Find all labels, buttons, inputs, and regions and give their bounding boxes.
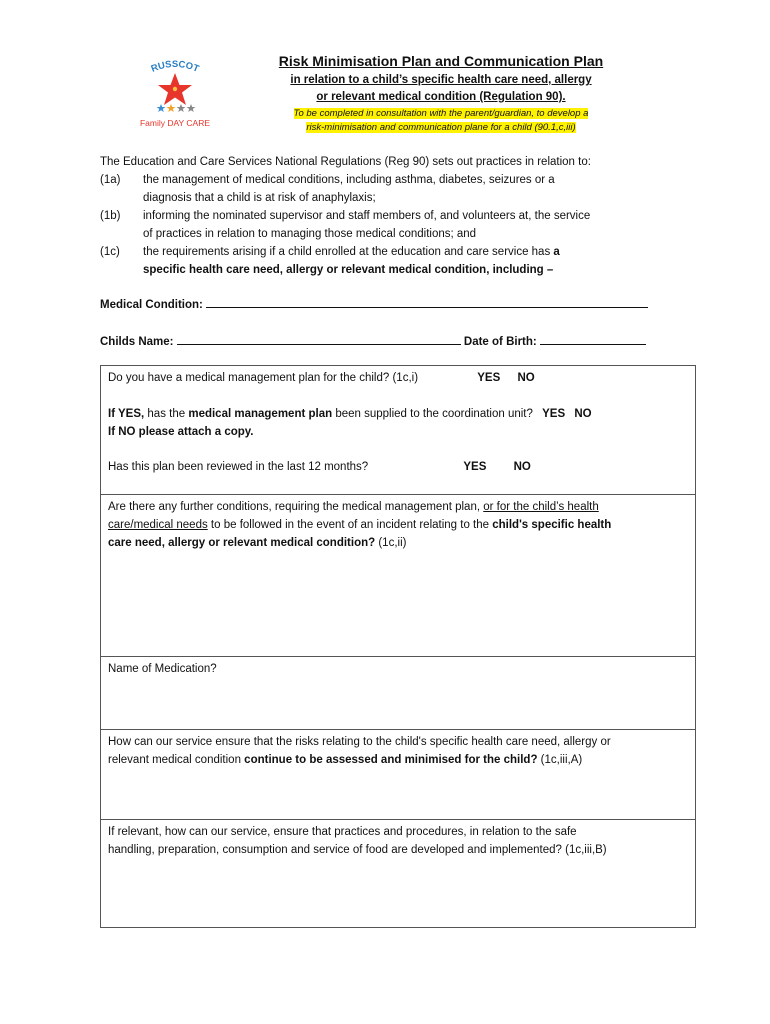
medication-cell[interactable] [101,657,696,730]
page-subtitle-line1: in relation to a child’s specific health care need, allergy [290,74,592,86]
reviewed-yes[interactable]: YES [463,461,487,473]
supplied-no[interactable]: NO [574,408,592,420]
header [258,52,624,135]
logo-name: RUSSCOT [149,58,201,75]
further-conditions-text: (1c,ii) [375,537,407,549]
child-details-row [100,332,646,348]
food-handling-text: If relevant, how can our service, ensure that practices and procedures, in relation to the safe [108,826,577,838]
table-row [101,657,696,730]
table-row [101,495,696,657]
management-plan-cell [101,366,696,495]
russcot-logo [130,56,220,136]
risk-assessment-text: relevant medical condition [108,754,245,766]
list-text: diagnosis that a child is at risk of anaphylaxis; [143,192,376,204]
further-conditions-cell[interactable] [101,495,696,657]
regulations-intro [100,153,680,279]
reviewed-no[interactable]: NO [513,461,531,473]
dob-label: Date of Birth: [463,336,537,348]
further-conditions-bold: child's specific health [492,519,612,531]
further-conditions-underlined: care/medical needs [108,519,208,531]
management-plan-question: Do you have a medical management plan for the child? (1c,i) [108,372,419,384]
medical-condition-label: Medical Condition: [100,299,203,311]
list-number: (1a) [100,174,121,186]
list-text: informing the nominated supervisor and staff members of, and volunteers at, the service [143,210,591,222]
list-text: of practices in relation to managing those medical conditions; and [143,228,477,240]
table-row [101,820,696,928]
further-conditions-bold: care need, allergy or relevant medical condition? [108,537,376,549]
list-item-1a [100,171,680,207]
page-subtitle-line2: or relevant medical condition (Regulation 90). [316,91,566,103]
medical-condition-field[interactable] [206,295,648,308]
intro-lead: The Education and Care Services National Regulations (Reg 90) sets out practices in relation to: [100,156,591,168]
list-text-bold: specific health care need, allergy or relevant medical condition, including – [143,264,554,276]
medication-question: Name of Medication? [108,663,217,675]
list-text: the requirements arising if a child enrolled at the education and care service has [143,246,551,258]
logo-small-star-icon [167,104,176,112]
russcot-logo-graphic [130,56,220,136]
attach-copy-note: If NO please attach a copy. [108,426,254,438]
list-item-1b [100,207,680,243]
childs-name-field[interactable] [177,332,461,345]
childs-name-label: Childs Name: [100,336,174,348]
dob-field[interactable] [540,332,646,345]
food-handling-cell[interactable] [101,820,696,928]
list-text-bold: a [553,246,560,258]
further-conditions-text: Are there any further conditions, requiring the medical management plan, [108,501,484,513]
supplied-question-bold: medical management plan [188,408,333,420]
table-row [101,730,696,820]
management-plan-yes[interactable]: YES [477,372,501,384]
consultation-note-line1: To be completed in consultation with the parent/guardian, to develop a [293,108,589,119]
risk-assessment-text: How can our service ensure that the risks relating to the child's specific health care need, allergy or [108,736,611,748]
food-handling-text: handling, preparation, consumption and service of food are developed and implemented? (1c,iii,B) [108,844,607,856]
list-item-1c [100,243,680,279]
if-yes-label: If YES, [108,408,145,420]
risk-plan-table [100,365,696,928]
medical-condition-row [100,295,648,311]
risk-assessment-bold: continue to be assessed and minimised for the child? [244,754,538,766]
supplied-yes[interactable]: YES [542,408,566,420]
page-title: Risk Minimisation Plan and Communication Plan [278,53,604,69]
logo-small-star-icon [157,104,166,112]
consultation-note-line2: risk-minimisation and communication plane for a child (90.1,c,iii) [306,122,576,133]
risk-assessment-text: (1c,iii,A) [537,754,583,766]
logo-small-star-icon [177,104,186,112]
list-number: (1b) [100,210,121,222]
risk-assessment-cell[interactable] [101,730,696,820]
management-plan-no[interactable]: NO [517,372,535,384]
consultation-note [258,107,624,135]
list-text: the management of medical conditions, including asthma, diabetes, seizures or a [143,174,555,186]
table-row [101,366,696,495]
further-conditions-text: to be followed in the event of an incident relating to the [207,519,493,531]
supplied-question-text: has the [144,408,189,420]
logo-tagline: Family DAY CARE [139,118,211,128]
reviewed-question: Has this plan been reviewed in the last 12 months? [108,461,369,473]
logo-small-star-icon [187,104,196,112]
supplied-question-text: been supplied to the coordination unit? [332,408,533,420]
further-conditions-underlined: or for the child’s health [483,501,599,513]
list-number: (1c) [100,246,120,258]
